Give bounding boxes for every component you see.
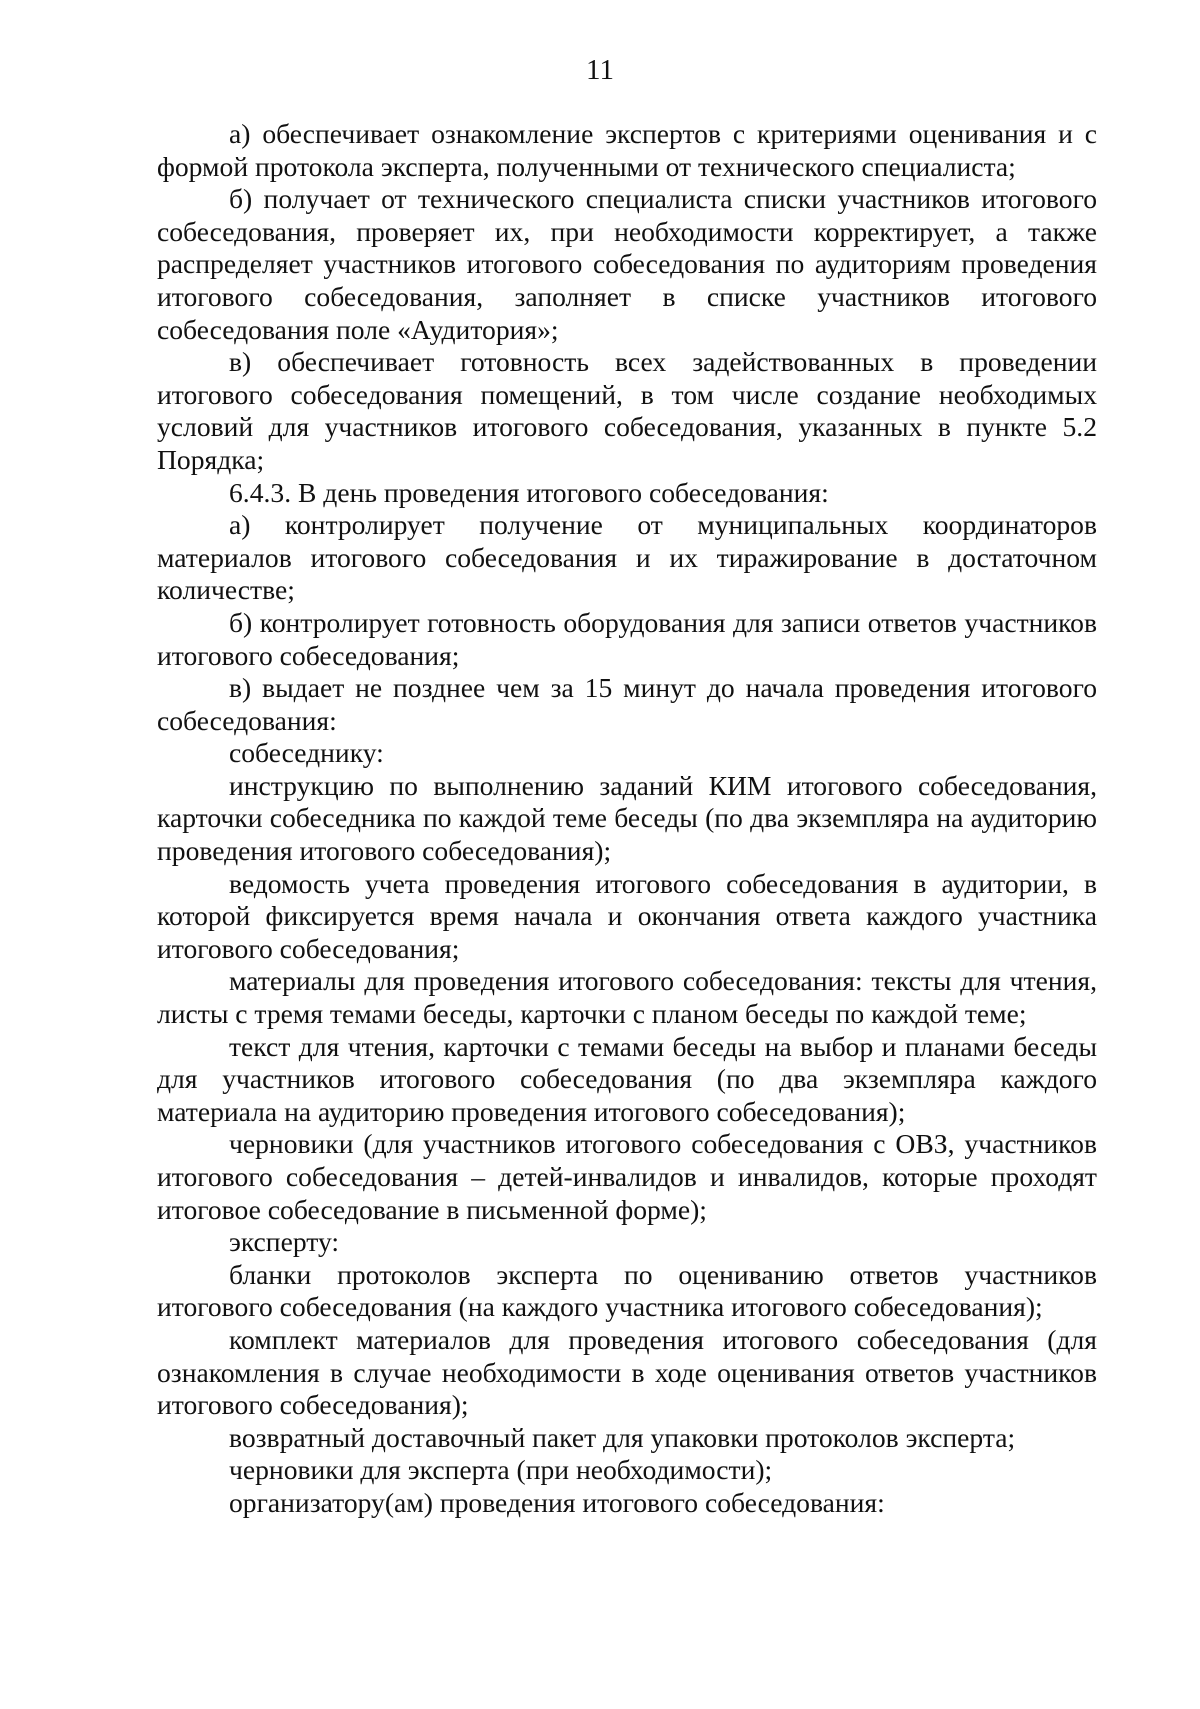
paragraph: ведомость учета проведения итогового собеседования в аудитории, в которой фиксируется время начала и окончания ответа каждого участника итогового собеседования;	[157, 867, 1097, 964]
page-number: 11	[586, 54, 614, 86]
paragraph: эксперту:	[229, 1226, 340, 1258]
section-heading: 6.4.3. В день проведения итогового собеседования:	[229, 476, 829, 508]
paragraph: в) выдает не позднее чем за 15 минут до начала проведения итогового собеседования:	[157, 672, 1097, 736]
paragraph: собеседнику:	[229, 737, 384, 769]
paragraph: черновики (для участников итогового собеседования с ОВЗ, участников итогового собеседования – детей-инвалидов и инвалидов, которые проходят итоговое собеседование в письменной форме);	[157, 1128, 1097, 1225]
paragraph: материалы для проведения итогового собеседования: тексты для чтения, листы с тремя темами беседы, карточки с планом беседы по каждой теме;	[157, 965, 1097, 1030]
paragraph: бланки протоколов эксперта по оцениванию ответов участников итогового собеседования (на каждого участника итогового собеседования);	[157, 1258, 1097, 1323]
paragraph: черновики для эксперта (при необходимости);	[229, 1454, 773, 1486]
paragraph: а) обеспечивает ознакомление экспертов с критериями оценивания и с формой протокола эксперта, полученными от технического специалиста;	[157, 118, 1097, 182]
paragraph: б) контролирует готовность оборудования для записи ответов участников итогового собеседования;	[157, 606, 1097, 671]
paragraph: комплект материалов для проведения итогового собеседования (для ознакомления в случае необходимости в ходе оценивания ответов участников итогового собеседования);	[157, 1323, 1097, 1421]
paragraph: б) получает от технического специалиста списки участников итогового собеседования, проверяет их, при необходимости корректирует, а также распределяет участников итогового собеседования по аудиториям проведения итогового собеседования, заполняет в списке участников итогового собеседования поле «Аудитория»;	[157, 183, 1097, 345]
document-body	[157, 118, 1097, 1520]
paragraph: в) обеспечивает готовность всех задействованных в проведении итогового собеседования помещений, в том числе создание необходимых условий для участников итогового собеседования, указанных в пункте 5.2 Порядка;	[157, 346, 1097, 475]
paragraph: текст для чтения, карточки с темами беседы на выбор и планами беседы для участников итогового собеседования (по два экземпляра каждого материала на аудиторию проведения итогового собеседования);	[157, 1030, 1097, 1127]
paragraph: организатору(ам) проведения итогового собеседования:	[229, 1486, 885, 1518]
paragraph: возвратный доставочный пакет для упаковки протоколов эксперта;	[229, 1421, 1016, 1453]
paragraph: инструкцию по выполнению заданий КИМ итогового собеседования, карточки собеседника по каждой теме беседы (по два экземпляра на аудиторию проведения итогового собеседования);	[157, 769, 1097, 867]
paragraph: а) контролирует получение от муниципальных координаторов материалов итогового собеседования и их тиражирование в достаточном количестве;	[157, 509, 1097, 606]
